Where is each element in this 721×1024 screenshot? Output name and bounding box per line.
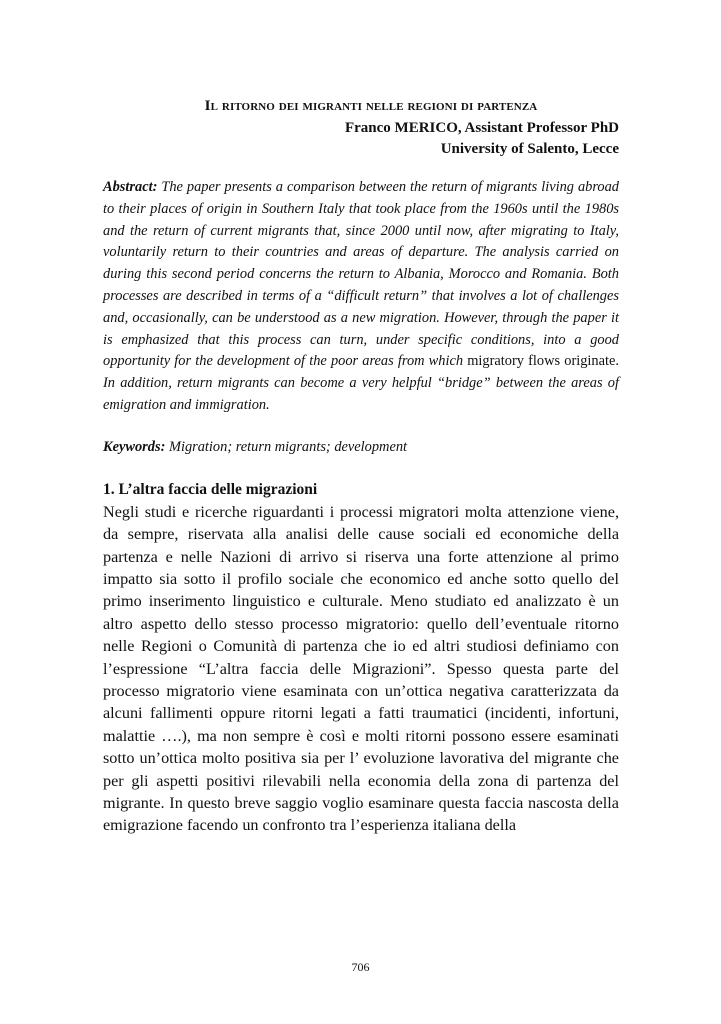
keywords-block <box>103 437 619 458</box>
abstract-block <box>103 177 619 417</box>
page-number: 706 <box>351 960 370 974</box>
keywords-label: Keywords: <box>103 438 166 455</box>
abstract-text-roman: migratory flows originate. <box>463 353 619 370</box>
paper-page <box>103 98 619 837</box>
author-line: Franco MERICO, Assistant Professor PhD <box>344 120 619 136</box>
section-paragraph: Negli studi e ricerche riguardanti i processi migratori molta attenzione viene, da sempre, riservata alla analisi delle cause sociali ed economiche della partenza e nelle Nazioni di arrivo si riserva una forte attenzione al primo impatto sia sotto il profilo sociale che economico ed anche sotto quello del primo inserimento linguistico e culturale. Meno studiato ed analizzato è un altro aspetto dello stesso processo migratorio: quello dell’eventuale ritorno nelle Regioni o Comunità di partenza che io ed altri studiosi definiamo con l’espressione “L’altra faccia delle Migrazioni”. Spesso questa parte del processo migratorio viene esaminata con un’ottica negativa caratterizzata da alcuni fallimenti oppure ritorni legati a fatti traumatici (incidenti, infortuni, malattie ….), ma non sempre è così e molti ritorni possono essere esaminati sotto un’ottica molto positiva sia per l’ evoluzione lavorativa del migrante che per gli aspetti positivi rilevabili nella economia della zona di partenza del migrante. In questo breve saggio voglio esaminare questa faccia nascosta della emigrazione facendo un confronto tra l’esperienza italiana della <box>103 502 619 835</box>
abstract-text-part1: The paper presents a comparison between the return of migrants living abroad to their places of origin in Southern Italy that took place from the 1960s until the 1980s and the return of current migrants that, since 2000 until now, after migrating to Italy, voluntarily return to their countries and areas of departure. The analysis carried on during this second period concerns the return to Albania, Morocco and Romania. Both processes are described in terms of a “difficult return” that involves a lot of challenges and, occasionally, can be understood as a new migration. However, through the paper it is emphasized that this process can turn, under specific conditions, into a good opportunity for the development of the poor areas from which <box>103 179 619 370</box>
affiliation-line: University of Salento, Lecce <box>440 141 619 157</box>
abstract-label: Abstract: <box>103 179 158 195</box>
keywords-text: Migration; return migrants; development <box>165 438 408 455</box>
paper-title: Il ritorno dei migranti nelle regioni di partenza <box>204 98 538 114</box>
abstract-text-part2: In addition, return migrants can become a very helpful “bridge” between the areas of emigration and immigration. <box>103 375 619 413</box>
section-heading: 1. L’altra faccia delle migrazioni <box>103 480 318 498</box>
